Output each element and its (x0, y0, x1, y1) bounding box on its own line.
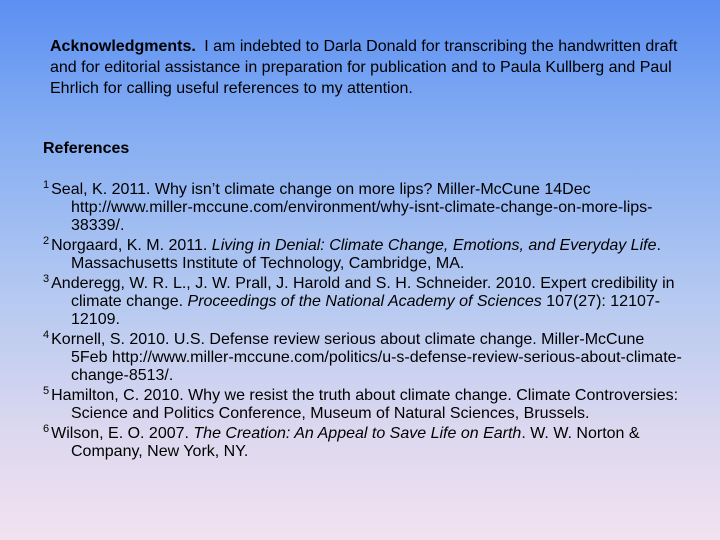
references-list (43, 178, 683, 463)
acknowledgments-paragraph (50, 36, 690, 99)
acknowledgments-text: I am indebted to Darla Donald for transcribing the handwritten draft and for editorial assistance in preparation for publication and to Paula Kullberg and Paul Ehrlich for calling useful references to my attention. (50, 38, 678, 97)
reference-item (43, 422, 683, 461)
references-heading: References (43, 140, 130, 157)
reference-text: Wilson, E. O. 2007. (51, 425, 194, 442)
reference-number: 3 (43, 272, 50, 285)
reference-text-tail: 107(27): 12107-12109. (71, 293, 661, 328)
reference-item (43, 272, 683, 329)
reference-title: Living in Denial: Climate Change, Emotions, and Everyday Life (211, 237, 657, 254)
reference-number: 6 (43, 422, 50, 435)
reference-item (43, 178, 683, 235)
reference-number: 1 (43, 178, 50, 191)
acknowledgments-heading: Acknowledgments. (50, 38, 196, 55)
reference-text: Kornell, S. 2010. U.S. Defense review serious about climate change. Miller-McCune 5Feb http://www.miller-mccune.com/politics/u-s-defense-review-serious-about-climate-change-8513/. (51, 331, 682, 384)
reference-text: Seal, K. 2011. Why isn’t climate change on more lips? Miller-McCune 14Dec http://www.miller-mccune.com/environment/why-isnt-climate-change-on-more-lips-38339/. (51, 181, 653, 234)
reference-text: Anderegg, W. R. L., J. W. Prall, J. Harold and S. H. Schneider. 2010. Expert credibility in climate change. (51, 275, 675, 310)
reference-item (43, 234, 683, 273)
reference-title: The Creation: An Appeal to Save Life on Earth (193, 425, 522, 442)
reference-item (43, 384, 683, 423)
reference-text: Norgaard, K. M. 2011. (51, 237, 212, 254)
reference-title: Proceedings of the National Academy of Sciences (187, 293, 542, 310)
reference-number: 5 (43, 384, 50, 397)
reference-text: Hamilton, C. 2010. Why we resist the truth about climate change. Climate Controversies: Science and Politics Conference, Museum of Natural Sciences, Brussels. (51, 387, 679, 422)
reference-text-tail: . Massachusetts Institute of Technology, Cambridge, MA. (71, 237, 661, 272)
reference-text-tail: . W. W. Norton & Company, New York, NY. (71, 425, 640, 460)
reference-number: 4 (43, 328, 50, 341)
reference-item (43, 328, 683, 385)
reference-number: 2 (43, 234, 50, 247)
